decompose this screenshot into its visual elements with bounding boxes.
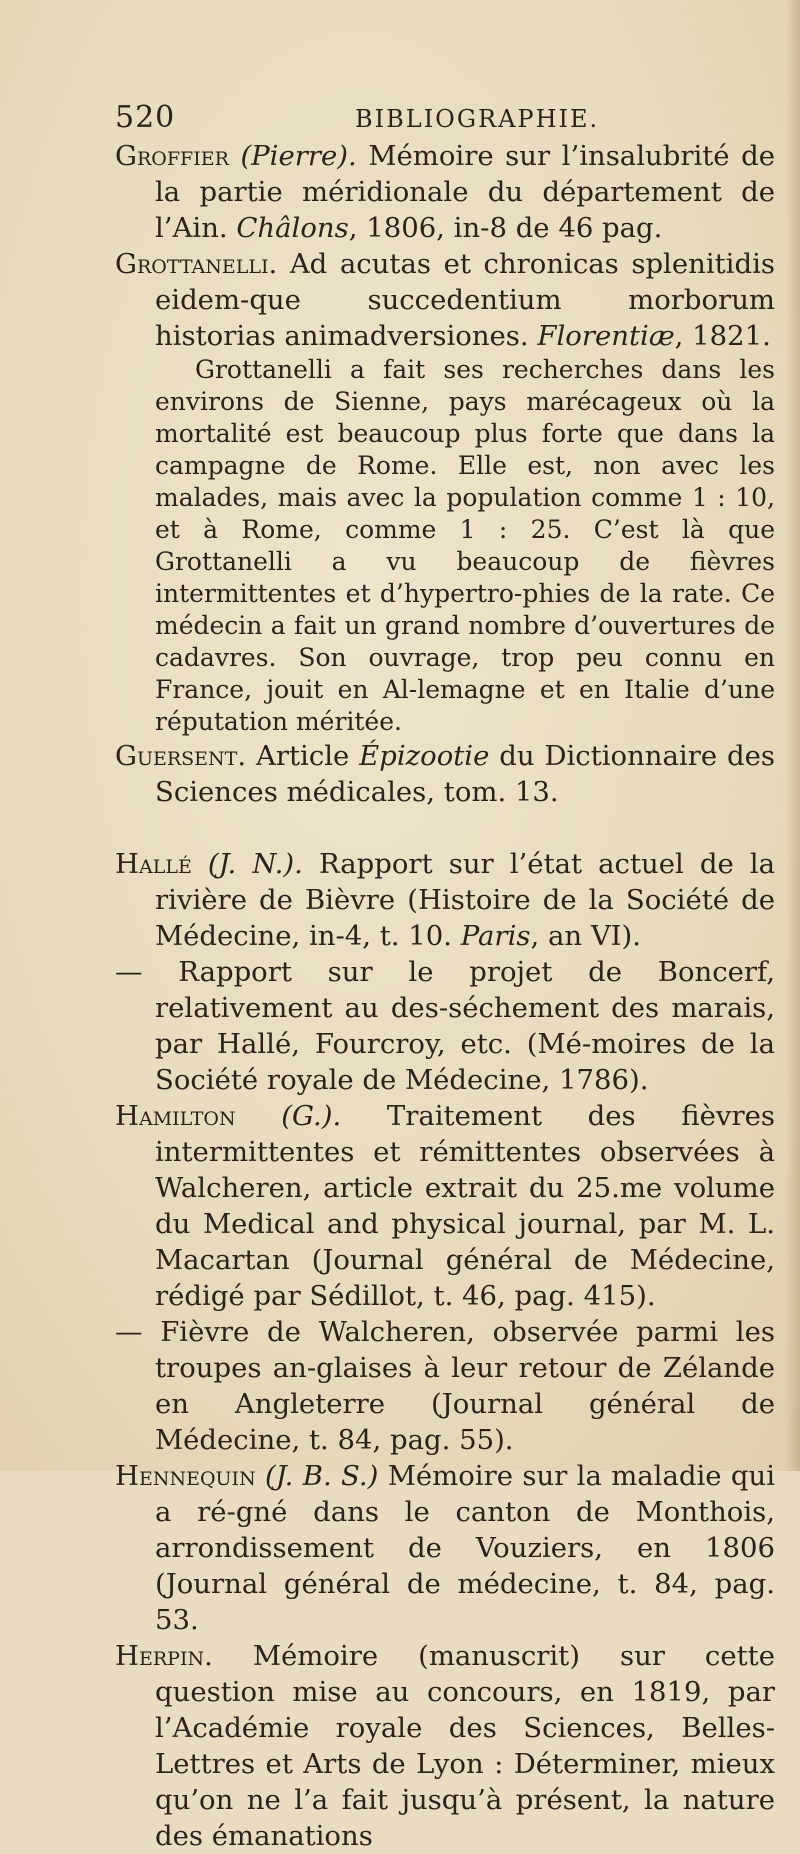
entry-title: Épizootie: [359, 740, 490, 772]
entry-note-grottanelli: Grottanelli a fait ses recherches dans les environs de Sienne, pays marécageux où la mortalité est beaucoup plus forte que dans la campagne de Rome. Elle est, non avec les malades, mais avec la population comme 1 : 10, et à Rome, comme 1 : 25. C’est là que Grottanelli a vu beaucoup de fièvres intermittentes et d’hypertro-phies de la rate. Ce médecin a fait un grand nombre d’ouvertures de cadavres. Son ouvrage, trop peu connu en France, jouit en Al-lemagne et en Italie d’une réputation méritée.: [155, 355, 775, 736]
entry-halle: [115, 846, 775, 954]
entry-text: Ad acutas et chronicas splenitidis eidem-que succedentium morborum historias animadversiones.: [155, 248, 775, 352]
entry-place: Châlons: [236, 212, 349, 244]
entry-halle-rapport: [115, 954, 775, 1098]
entry-dash: —: [115, 956, 143, 988]
entry-dash: —: [115, 1316, 143, 1348]
entry-author: Grottanelli.: [115, 248, 278, 280]
entry-tail: du Dictionnaire des Sciences médicales, tom. 13.: [155, 740, 775, 808]
entry-author: Groffier: [115, 140, 229, 172]
entry-tail: , 1821.: [674, 320, 771, 352]
page-header: [115, 100, 775, 140]
entry-author: Hamilton: [115, 1100, 236, 1132]
entry-grottanelli: [115, 246, 775, 354]
entry-author-name: (J. N.).: [191, 848, 319, 880]
entry-author-name: (J. B. S.): [255, 1460, 388, 1492]
entry-text: Traitement des fièvres intermittentes et rémittentes observées à Walcheren, article extrait du 25.me volume du Medical and physical journal, par M. L. Macartan (Journal général de Médecine, rédigé par Sédillot, t. 46, pag. 415).: [155, 1100, 775, 1312]
running-head: BIBLIOGRAPHIE.: [355, 105, 600, 133]
entry-groffier: [115, 138, 775, 246]
entry-hamilton: [115, 1098, 775, 1314]
entry-hennequin: [115, 1458, 775, 1638]
entry-text: Article: [246, 740, 360, 772]
entry-author: Hennequin: [115, 1460, 256, 1492]
entry-author: Hallé: [115, 848, 192, 880]
entry-tail: , an VI).: [530, 920, 642, 952]
entry-tail: , 1806, in-8 de 46 pag.: [348, 212, 663, 244]
entry-text: Mémoire sur la maladie qui a ré-gné dans le canton de Monthois, arrondissement de Vouziers, en 1806 (Journal général de médecine, t. 84, pag. 53.: [155, 1460, 776, 1636]
entry-guersent: [115, 738, 775, 810]
entry-text: Rapport sur le projet de Boncerf, relativement au des-séchement des marais, par Hallé, Fourcroy, etc. (Mé-moires de la Société royale de Médecine, 1786).: [142, 956, 775, 1096]
entry-text: Fièvre de Walcheren, observée parmi les troupes an-glaises à leur retour de Zélande en Angleterre (Journal général de Médecine, t. 84, pag. 55).: [142, 1316, 775, 1456]
entry-hamilton-fievre: [115, 1314, 775, 1458]
entry-author-name: (Pierre).: [228, 140, 369, 172]
entry-place: Paris: [460, 920, 531, 952]
bibliography-entries: [115, 138, 775, 1854]
entry-text: Mémoire (manuscrit) sur cette question mise au concours, en 1819, par l’Académie royale des Sciences, Belles-Lettres et Arts de Lyon : Déterminer, mieux qu’on ne l’a fait jusqu’à présent, la nature des émanations: [155, 1640, 775, 1852]
entry-text: Rapport sur l’état actuel de la rivière de Bièvre (Histoire de la Société de Médecine, in-4, t. 10.: [155, 848, 776, 952]
entry-author: Guersent.: [115, 740, 247, 772]
page-edge-shadow: [786, 0, 800, 1471]
entry-author-name: (G.).: [235, 1100, 387, 1132]
entry-author: Herpin.: [115, 1640, 213, 1672]
page-number: 520: [115, 100, 176, 135]
entry-text: Mémoire sur l’insalubrité de la partie méridionale du département de l’Ain.: [155, 140, 775, 244]
entry-place: Florentiæ: [537, 320, 675, 352]
entry-herpin: [115, 1638, 775, 1854]
